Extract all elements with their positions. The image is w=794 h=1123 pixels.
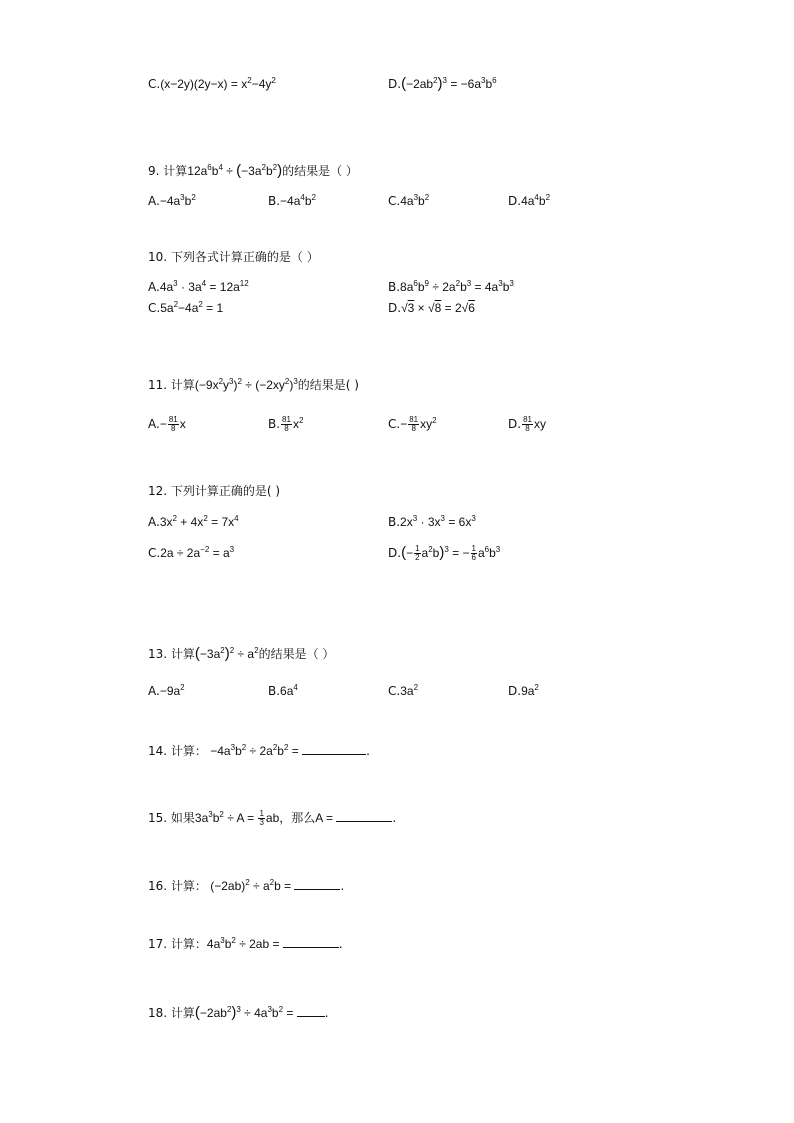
q11-stem-prefix: 11. 计算 [148,378,195,392]
q18-end: . [324,1006,329,1020]
q18-answer-blank[interactable] [297,1004,325,1017]
q10-stem: 10. 下列各式计算正确的是（ ） [148,250,319,264]
q16-expr: $(-2ab)^2 \div a^2b$ = [206,878,295,893]
q8-option-c-label: C. [148,77,161,91]
q13-option-c-label: C. [388,684,401,698]
q8-option-d-expr: $(-2ab^2)^3 = -6a^3b^6$ [401,75,497,92]
q10-option-c-label: C. [148,301,161,315]
q8-option-c-expr: $(x-2y)(2y-x) = x^2-4y^2$ [160,76,276,91]
q14-answer-blank[interactable] [302,742,366,755]
q16-stem-prefix: 16. 计算： [148,879,207,893]
q12-option-c-label: C. [148,546,161,560]
q14-expr: $-4a^3b^2 \div 2a^2b^2$ = [206,743,303,758]
q9-option-b[interactable] [268,193,316,209]
q14-end: . [366,744,370,758]
q12-option-a[interactable] [148,514,239,530]
q13-option-b[interactable] [268,683,298,699]
q10-option-a-label: A. [148,280,160,294]
q10-option-d[interactable] [388,300,475,316]
q13-stem-tail: 的结果是（ ） [258,647,335,661]
q12-option-b[interactable] [388,514,476,530]
q11-expr: $(-9x^2y^3)^2 \div (-2xy^2)^3$ [194,377,298,392]
q16-end: . [340,879,345,893]
q9-stem-tail: 的结果是（ ） [282,164,358,178]
q17-end: . [338,937,343,951]
q13-option-c[interactable] [388,683,418,699]
q9-option-a-expr: $-4a^3b^2$ [159,193,196,208]
q11-option-b-label: B. [268,417,281,431]
q10-option-b[interactable] [388,279,514,295]
q9-option-d-expr: $4a^4b^2$ [521,193,551,208]
q10-option-b-expr: $8a^6b^9 \div 2a^2b^3 = 4a^3b^3$ [400,279,514,294]
q18-stem-prefix: 18. 计算 [148,1006,195,1020]
q13-stem [148,646,334,662]
q12-option-d-label: D. [388,546,402,560]
q11-option-d[interactable] [508,416,546,433]
q17-answer-blank[interactable] [283,935,339,948]
q9-option-c[interactable] [388,193,429,209]
q17-stem [148,935,343,952]
q13-stem-prefix: 13. 计算 [148,647,195,661]
q10-option-d-label: D. [388,301,402,315]
q12-option-d[interactable] [388,545,500,562]
q11-option-a-label: A. [148,417,160,431]
q13-option-a[interactable] [148,683,185,699]
q10-option-c-expr: $5a^2-4a^2 = 1$ [160,300,224,315]
q11-option-a[interactable] [148,416,186,433]
q15-mid: ，那么 [279,811,316,825]
q9-stem-prefix: 9. 计算 [148,164,188,178]
q9-option-a[interactable] [148,193,196,209]
q12-option-a-expr: $3x^2 + 4x^2 = 7x^4$ [159,514,239,529]
q10-option-c[interactable] [148,300,223,316]
q11-option-c[interactable] [388,416,437,433]
q12-option-a-label: A. [148,515,160,529]
q11-option-a-expr: − $\frac{81}{8}$ x [159,415,186,434]
q13-option-a-label: A. [148,684,160,698]
q11-option-d-expr: $\frac{81}{8}$ xy [523,415,546,434]
q15-expr-a: A = [315,811,337,825]
q8-option-c[interactable] [148,76,276,92]
q9-option-d[interactable] [508,193,550,209]
q14-stem [148,742,370,759]
q10-option-a[interactable] [148,279,249,295]
q12-option-c[interactable] [148,545,234,561]
q11-option-c-expr: − $\frac{81}{8}$ $xy^2$ [400,415,437,434]
q17-stem-prefix: 17. 计算： [148,937,207,951]
q15-stem [148,809,396,827]
q9-option-b-expr: $-4a^4b^2$ [280,193,316,208]
q13-option-b-label: B. [268,684,281,698]
q9-option-d-label: D. [508,194,522,208]
q11-option-b[interactable] [268,416,303,433]
q9-expr: $12a^6b^4 \div (-3a^2b^2)$ [187,162,283,179]
q9-stem [148,163,358,179]
q9-option-c-label: C. [388,194,401,208]
q16-stem [148,877,344,894]
q9-option-a-label: A. [148,194,160,208]
q15-stem-prefix: 15. 如果 [148,811,195,825]
q16-answer-blank[interactable] [294,877,340,890]
q13-option-d-expr: $9a^2$ [521,683,539,698]
q12-option-d-expr: (− $\frac{1}{2}$ $a^2b)^3$ = − $\frac{1}{6}$ $a^6b^3$ [401,544,501,563]
q13-option-c-expr: $3a^2$ [400,683,419,698]
q11-option-c-label: C. [388,417,401,431]
q11-option-d-label: D. [508,417,522,431]
q10-option-d-expr: √3 × √8 = 2√6 [401,301,475,315]
q17-expr: $4a^3b^2 \div 2ab$ = [206,936,283,951]
q18-stem [148,1004,329,1021]
q9-option-c-expr: $4a^3b^2$ [400,193,430,208]
q12-option-c-expr: $2a \div 2a^{-2} = a^3$ [160,545,235,560]
q18-expr: $(-2ab^2)^3 \div 4a^3b^2$ = [194,1004,297,1021]
q15-expr: $3a^3b^2 \div A$ = $\frac{1}{3}$ ab [194,809,280,828]
q13-option-d-label: D. [508,684,522,698]
q15-answer-blank[interactable] [336,809,392,822]
q13-expr: $(-3a^2)^2 \div a^2$ [194,645,259,662]
q12-option-b-expr: $2x^3 \cdot 3x^3 = 6x^3$ [400,514,476,529]
q12-option-b-label: B. [388,515,401,529]
q12-stem: 12. 下列计算正确的是( ) [148,484,281,498]
q10-option-b-label: B. [388,280,401,294]
q15-end: . [392,811,397,825]
q13-option-d[interactable] [508,683,539,699]
q11-stem-tail: 的结果是( ) [297,378,359,392]
q8-option-d[interactable] [388,76,497,92]
q9-option-b-label: B. [268,194,281,208]
q13-option-b-expr: $6a^4$ [280,683,298,698]
q11-stem [148,377,359,393]
q8-option-d-label: D. [388,77,402,91]
q11-option-b-expr: $\frac{81}{8}$ $x^2$ [282,415,304,434]
q14-stem-prefix: 14. 计算： [148,744,207,758]
q10-option-a-expr: $4a^3 \cdot 3a^4 = 12a^{12}$ [159,279,249,294]
q13-option-a-expr: $-9a^2$ [159,683,185,698]
